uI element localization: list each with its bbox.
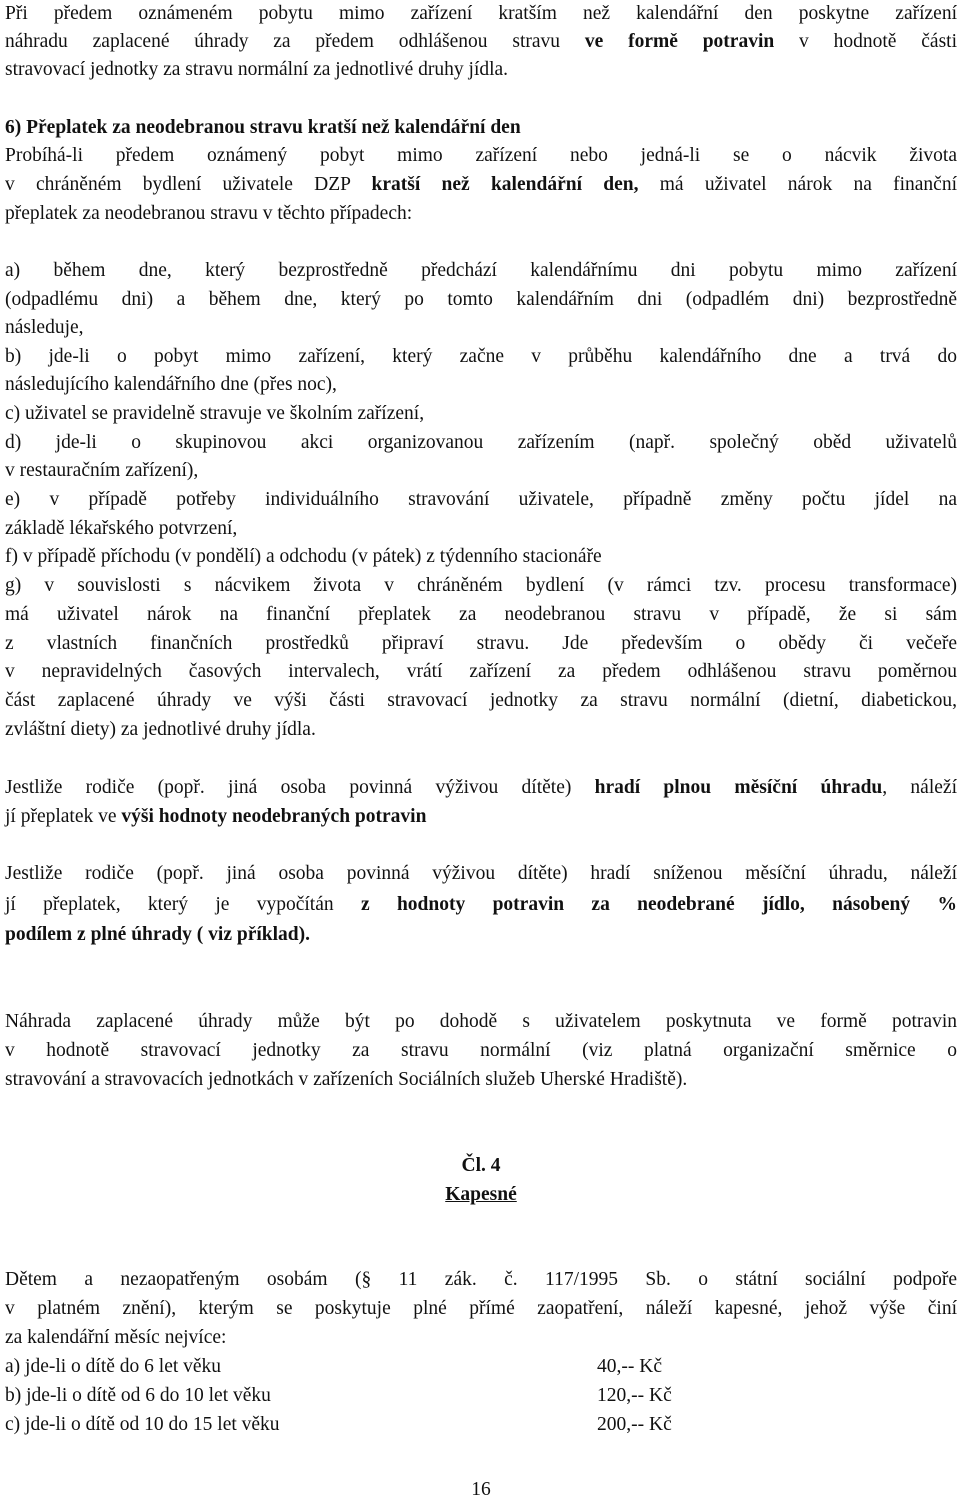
list-item-a-line-2: (odpadlému dni) a během dne, který po tomto kalendářním dni (odpadlém dni) bezprostředně	[5, 289, 957, 310]
compensation-line-3: stravování a stravovacích jednotkách v zařízeních Sociálních služeb Uherské Hradiště).	[5, 1069, 688, 1090]
pocket-money-row	[5, 1382, 957, 1410]
article-title: Kapesné	[445, 1184, 517, 1205]
compensation-line-1: Náhrada zaplacené úhrady může být po dohodě s uživatelem poskytnuta ve formě potravin	[5, 1011, 957, 1032]
pocket-money-row	[5, 1353, 957, 1381]
reduced-payment-line-2: jí přeplatek, který je vypočítán z hodnoty potravin za neodebrané jídlo, násobený %	[5, 894, 957, 915]
list-item-g-line-6: zvláštní diety) za jednotlivé druhy jídla.	[5, 719, 316, 740]
list-item-a-line-3: následuje,	[5, 317, 84, 338]
pocket-money-line-2: v platném znění), kterým se poskytuje plné přímé zaopatření, náleží kapesné, jehož výše činí	[5, 1298, 957, 1319]
list-item-g-line-1: g) v souvislosti s nácvikem života v chráněném bydlení (v rámci tzv. procesu transformace)	[5, 575, 957, 596]
list-item-f: f) v případě příchodu (v pondělí) a odchodu (v pátek) z týdenního stacionáře	[5, 546, 602, 567]
list-item-a-line-1: a) během dne, který bezprostředně předchází kalendářnímu dni pobytu mimo zařízení	[5, 260, 957, 281]
list-item-e-line-1: e) v případě potřeby individuálního stravování uživatele, případně změny počtu jídel na	[5, 489, 957, 510]
intro-line-3: stravovací jednotky za stravu normální za jednotlivé druhy jídla.	[5, 59, 509, 80]
pocket-money-row-amount: 200,-- Kč	[597, 1414, 672, 1435]
intro-line-2: náhradu zaplacené úhrady za předem odhlášenou stravu ve formě potravin v hodnotě části	[5, 31, 958, 52]
article-number: Čl. 4	[461, 1155, 501, 1176]
pocket-money-row	[5, 1411, 957, 1439]
list-item-g-line-2: má uživatel nárok na finanční přeplatek za neodebranou stravu v případě, že si sám	[5, 604, 957, 625]
page-number: 16	[471, 1479, 491, 1500]
pocket-money-row-amount: 40,-- Kč	[597, 1356, 662, 1377]
pocket-money-row-label: c) jde-li o dítě od 10 do 15 let věku	[5, 1414, 280, 1435]
list-item-b-line-1: b) jde-li o pobyt mimo zařízení, který začne v průběhu kalendářního dne a trvá do	[5, 346, 957, 367]
reduced-payment-line-1: Jestliže rodiče (popř. jiná osoba povinná výživou dítěte) hradí sníženou měsíční úhradu, náleží	[5, 863, 957, 884]
list-item-g-line-5: část zaplacené úhrady ve výši části stravovací jednotky za stravu normální (dietní, diabetickou,	[5, 690, 957, 711]
list-item-d-line-1: d) jde-li o skupinovou akci organizovanou zařízením (např. společný oběd uživatelů	[5, 432, 957, 453]
list-item-c: c) uživatel se pravidelně stravuje ve školním zařízení,	[5, 403, 425, 424]
full-payment-line-1: Jestliže rodiče (popř. jiná osoba povinná výživou dítěte) hradí plnou měsíční úhradu, náleží	[5, 777, 957, 798]
intro-line-1: Při předem oznámeném pobytu mimo zařízení kratším než kalendářní den poskytne zařízení	[5, 3, 957, 24]
pocket-money-row-amount: 120,-- Kč	[597, 1385, 672, 1406]
section-6-line-1: Probíhá-li předem oznámený pobyt mimo zařízení nebo jedná-li se o nácvik života	[5, 145, 957, 166]
section-6-heading: 6) Přeplatek za neodebranou stravu kratší než kalendářní den	[5, 117, 521, 138]
pocket-money-line-1: Dětem a nezaopatřeným osobám (§ 11 zák. č. 117/1995 Sb. o státní sociální podpoře	[5, 1269, 957, 1290]
reduced-payment-line-3: podílem z plné úhrady ( viz příklad).	[5, 924, 310, 945]
list-item-d-line-2: v restauračním zařízení),	[5, 460, 199, 481]
pocket-money-row-label: b) jde-li o dítě od 6 do 10 let věku	[5, 1385, 271, 1406]
list-item-e-line-2: základě lékařského potvrzení,	[5, 518, 238, 539]
list-item-b-line-2: následujícího kalendářního dne (přes noc),	[5, 374, 337, 395]
section-6-line-3: přeplatek za neodebranou stravu v těchto případech:	[5, 203, 413, 224]
pocket-money-row-label: a) jde-li o dítě do 6 let věku	[5, 1356, 222, 1377]
pocket-money-line-3: za kalendářní měsíc nejvíce:	[5, 1327, 227, 1348]
compensation-line-2: v hodnotě stravovací jednotky za stravu normální (viz platná organizační směrnice o	[5, 1040, 957, 1061]
list-item-g-line-3: z vlastních finančních prostředků připraví stravu. Jde především o obědy či večeře	[5, 633, 957, 654]
full-payment-line-2: jí přeplatek ve výši hodnoty neodebraných potravin	[5, 806, 427, 827]
section-6-line-2: v chráněném bydlení uživatele DZP kratší než kalendářní den, má uživatel nárok na finanční	[5, 174, 958, 195]
list-item-g-line-4: v nepravidelných časových intervalech, vrátí zařízení za předem odhlášenou stravu poměrnou	[5, 661, 957, 682]
